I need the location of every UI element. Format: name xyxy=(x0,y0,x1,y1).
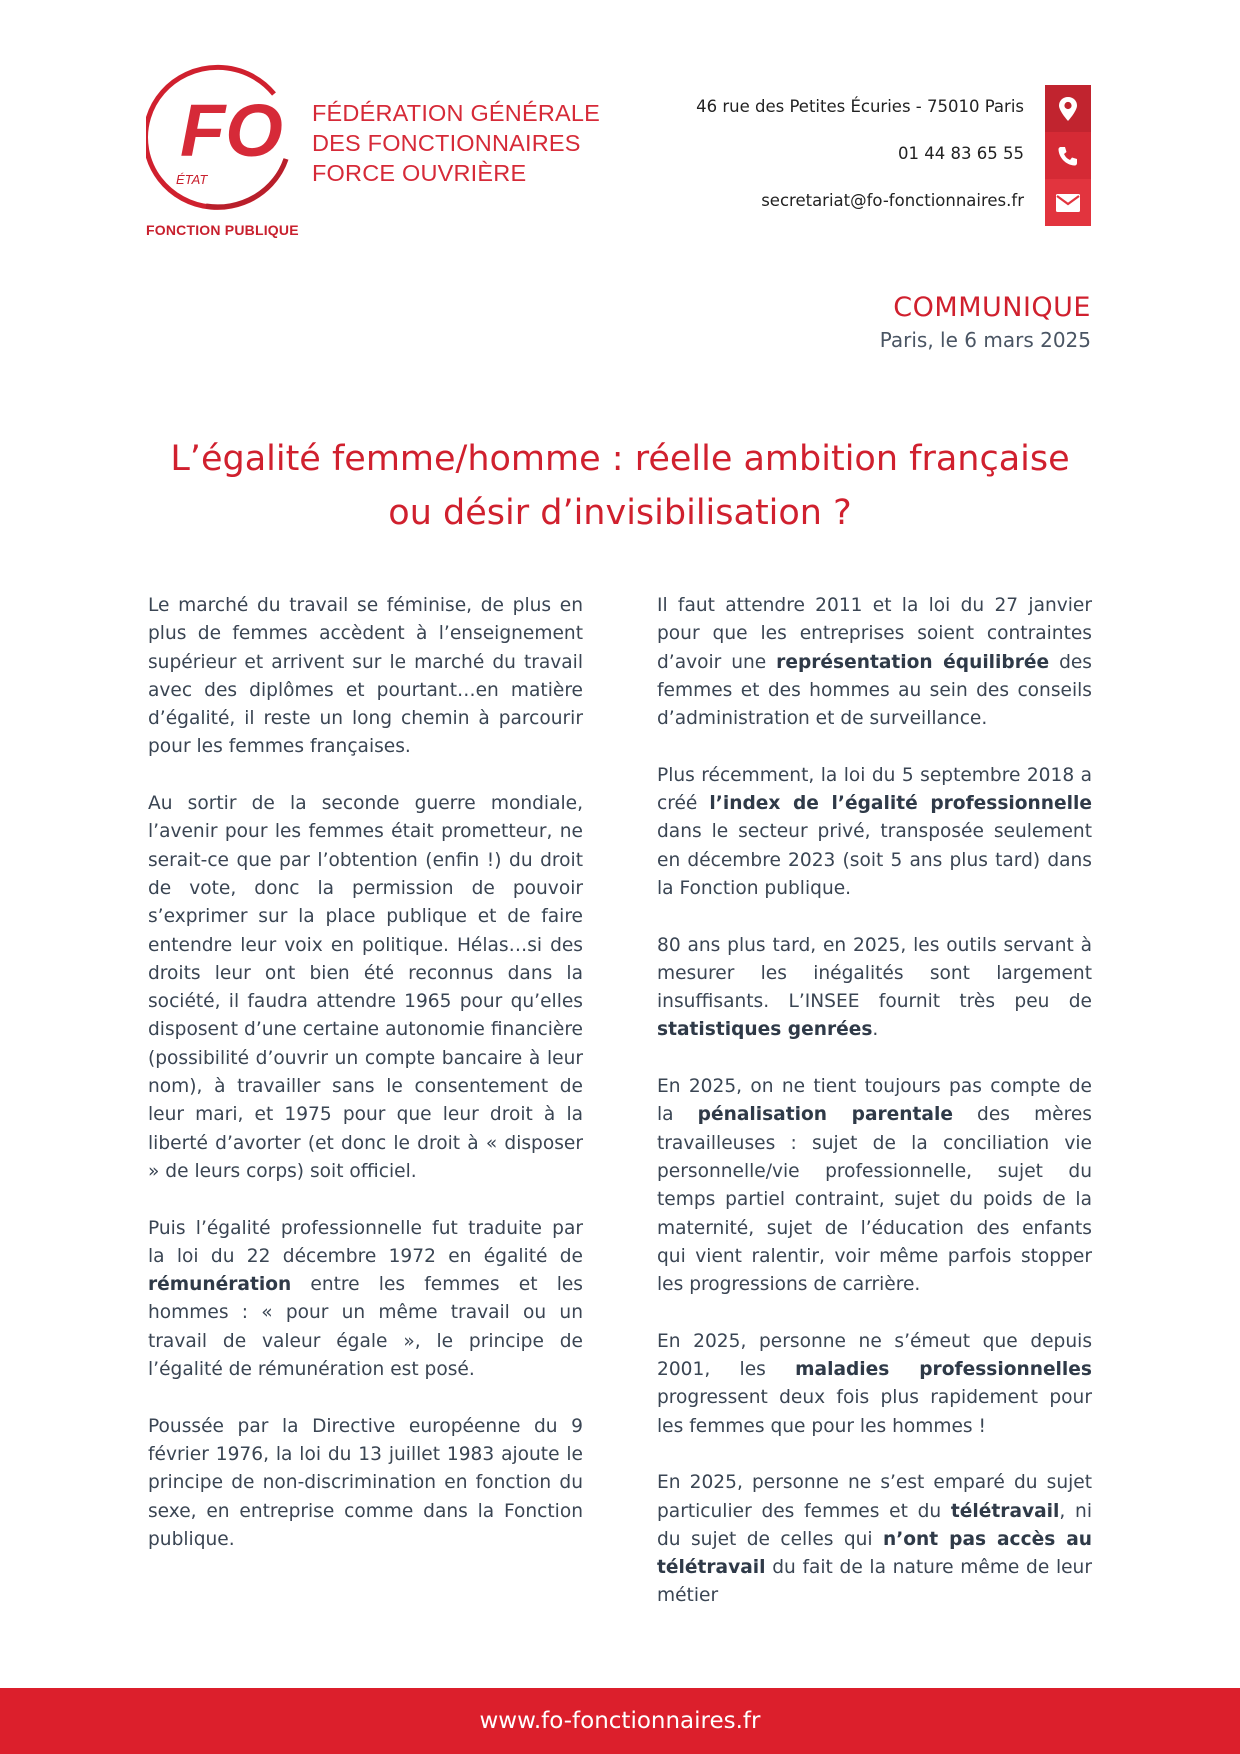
text-run: En 2025, on ne tient toujours pas compte de la xyxy=(657,1076,1092,1126)
contact-email[interactable]: secretariat@fo-fonctionnaires.fr xyxy=(761,191,1024,210)
logo-subtitle: FONCTION PUBLIQUE xyxy=(146,222,299,238)
paragraph xyxy=(657,1328,1092,1441)
fo-logo xyxy=(146,64,298,212)
left-column xyxy=(148,592,583,1582)
text-run: du fait de la nature même de leur métier xyxy=(657,1557,1092,1607)
organization-name xyxy=(312,98,600,188)
text-run: Il faut attendre 2011 et la loi du 27 janvier pour que les entreprises soient contraintes d’avoir une xyxy=(657,595,1092,673)
text-run: En 2025, personne ne s’émeut que depuis 2001, les xyxy=(657,1330,1092,1381)
text-run: . xyxy=(872,1019,879,1041)
title-line: ou désir d’invisibilisation ? xyxy=(388,493,852,533)
logo-tag: ÉTAT xyxy=(176,172,208,187)
emphasis-text: rémunération xyxy=(148,1274,292,1296)
title-line: L’égalité femme/homme : réelle ambition française xyxy=(170,439,1070,479)
paragraph xyxy=(657,1469,1092,1610)
text-run: 80 ans plus tard, en 2025, les outils servant à mesurer les inégalités sont largement insuffisants. L’INSEE fournit très peu de xyxy=(657,934,1092,1013)
footer-bar xyxy=(0,1688,1240,1754)
page-title xyxy=(140,432,1100,540)
contact-icons xyxy=(1045,85,1091,226)
emphasis-text: maladies professionnelles xyxy=(795,1359,1092,1381)
contact-address: 46 rue des Petites Écuries - 75010 Paris xyxy=(696,97,1024,116)
paragraph xyxy=(657,1073,1092,1299)
emphasis-text: télétravail xyxy=(950,1500,1060,1522)
paragraph xyxy=(148,592,583,762)
text-run: dans le secteur privé, transposée seulement en décembre 2023 (soit 5 ans plus tard) dans la Fonction publique. xyxy=(657,821,1092,899)
text-run: Au sortir de la seconde guerre mondiale, l’avenir pour les femmes était prometteur, ne serait-ce que par l’obtention (enfin !) du droit de vote, donc la permission de pouvoir s’exprimer sur la place publique et de faire entendre leur voix en politique. Hélas…si des droits leur ont bien été reconnus dans la société, il faudra attendre 1965 pour qu’elles disposent d’une certaine autonomie financière (possibilité d’ouvrir un compte bancaire à leur nom), à travailler sans le consentement de leur mari, et 1975 pour que leur droit à la liberté d’avorter (et donc le droit à « disposer » de leurs corps) soit officiel. xyxy=(148,793,583,1182)
document-type: COMMUNIQUE xyxy=(893,292,1091,323)
org-line: FORCE OUVRIÈRE xyxy=(312,160,527,186)
emphasis-text: l’index de l’égalité professionnelle xyxy=(709,793,1092,815)
location-pin-icon xyxy=(1045,85,1091,132)
text-run: Puis l’égalité professionnelle fut traduite par la loi du 22 décembre 1972 en égalité de xyxy=(148,1217,583,1267)
emphasis-text: statistiques genrées xyxy=(657,1019,873,1041)
text-run: entre les femmes et les hommes : « pour un même travail ou un travail de valeur égale », le principe de l’égalité de rémunération est posé. xyxy=(148,1274,583,1381)
document-date: Paris, le 6 mars 2025 xyxy=(879,328,1091,352)
text-run: Poussée par la Directive européenne du 9 février 1976, la loi du 13 juillet 1983 ajoute le principe de non-discrimination en fonction du sexe, en entreprise comme dans la Fonction publique. xyxy=(148,1415,583,1550)
text-run: En 2025, personne ne s’est emparé du sujet particulier des femmes et du xyxy=(657,1472,1092,1522)
text-run: des femmes et des hommes au sein des conseils d’administration et de surveillance. xyxy=(657,651,1092,730)
paragraph xyxy=(657,932,1092,1045)
website-link[interactable]: www.fo-fonctionnaires.fr xyxy=(479,1708,761,1734)
paragraph xyxy=(657,762,1092,903)
paragraph xyxy=(148,1215,583,1385)
text-run: Plus récemment, la loi du 5 septembre 2018 a créé xyxy=(657,764,1092,815)
text-run: des mères travailleuses : sujet de la conciliation vie personnelle/vie professionnelle, sujet du temps partiel contraint, sujet du poids de la maternité, sujet de l’éducation des enfants qui vient ralentir, voir même parfois stopper les progressions de carrière. xyxy=(657,1104,1092,1296)
logo-letters: FO xyxy=(180,89,283,172)
text-run: , ni du sujet de celles qui xyxy=(657,1500,1093,1550)
emphasis-text: n’ont pas accès au télétravail xyxy=(657,1528,1092,1579)
paragraph xyxy=(657,592,1092,733)
text-run: Le marché du travail se féminise, de plus en plus de femmes accèdent à l’enseignement supérieur et arrivent sur le marché du travail avec des diplômes et pourtant…en matière d’égalité, il reste un long chemin à parcourir pour les femmes françaises. xyxy=(148,595,583,758)
mail-icon xyxy=(1045,179,1091,226)
phone-icon xyxy=(1045,132,1091,179)
paragraph xyxy=(148,790,583,1186)
emphasis-text: pénalisation parentale xyxy=(697,1104,953,1126)
fo-logo-icon xyxy=(146,64,298,212)
emphasis-text: représentation équilibrée xyxy=(776,651,1050,673)
right-column xyxy=(657,592,1092,1639)
contact-phone[interactable]: 01 44 83 65 55 xyxy=(898,144,1024,163)
paragraph xyxy=(148,1413,583,1554)
org-line: FÉDÉRATION GÉNÉRALE xyxy=(312,100,601,126)
org-line: DES FONCTIONNAIRES xyxy=(312,130,581,156)
text-run: progressent deux fois plus rapidement pour les femmes que pour les hommes ! xyxy=(657,1387,1092,1437)
